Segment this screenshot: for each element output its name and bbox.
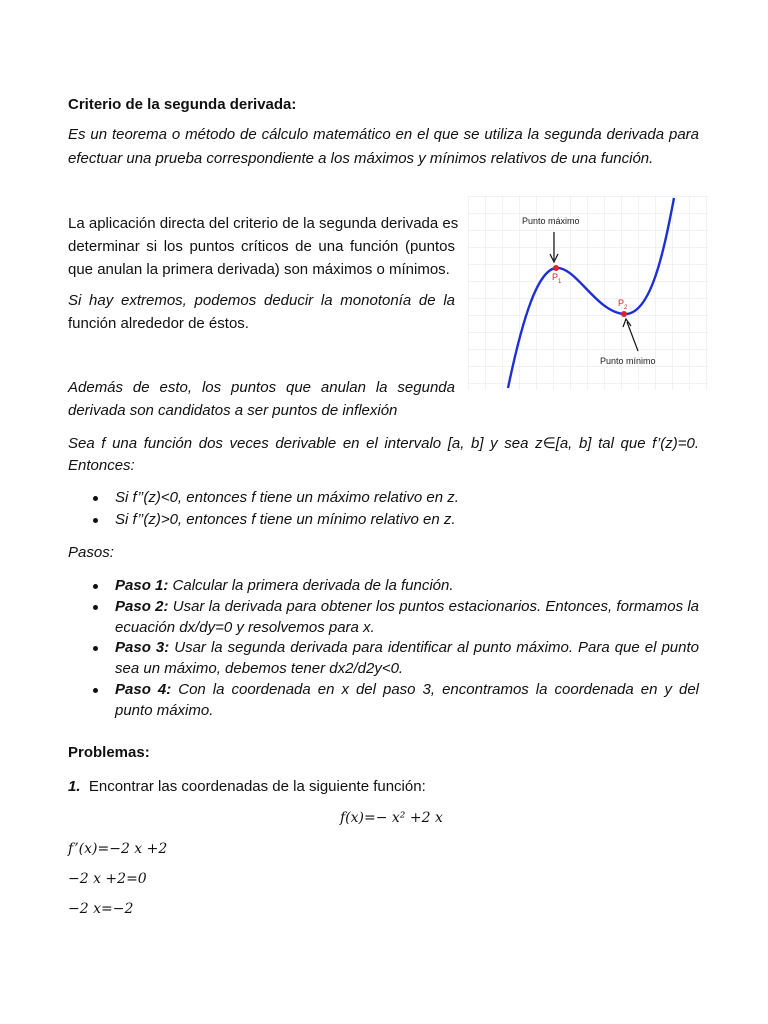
intro-line-2: efectuar una prueba correspondiente a los máximos y mínimos relativos de una función. bbox=[68, 150, 654, 167]
equation-derivative: f’(x)=−2 x +2 bbox=[68, 841, 168, 857]
bullet-dot bbox=[93, 688, 98, 693]
para2-line-2: función alrededor de éstos. bbox=[68, 315, 249, 332]
para3-line-2: derivada son candidatos a ser puntos de inflexión bbox=[68, 402, 398, 419]
bullet-dot bbox=[93, 584, 98, 589]
step-1: Paso 1: Calcular la primera derivada de la función. bbox=[115, 577, 454, 594]
cubic-graph-figure bbox=[468, 196, 708, 390]
label-punto-minimo: Punto mínimo bbox=[600, 356, 656, 366]
bullet-dot bbox=[93, 496, 98, 501]
para1-line-2: determinar si los puntos críticos de una función (puntos bbox=[68, 238, 455, 255]
para1-line-3: que anulan la primera derivada) son máximos o mínimos. bbox=[68, 261, 450, 278]
p2-label: $P_2$ bbox=[618, 298, 628, 311]
bullet-item-1: Si f’’(z)<0, entonces f tiene un máximo relativo en z. bbox=[115, 489, 459, 506]
graph-grid bbox=[468, 196, 708, 390]
para2-line-1: Si hay extremos, podemos deducir la monotonía de la bbox=[68, 292, 455, 309]
label-punto-maximo: Punto máximo bbox=[522, 216, 580, 226]
bullet-dot bbox=[93, 605, 98, 610]
bullet-item-2: Si f’’(z)>0, entonces f tiene un mínimo relativo en z. bbox=[115, 511, 456, 528]
step-2: Paso 2: Usar la derivada para obtener los puntos estacionarios. Entonces, formamos la bbox=[115, 598, 700, 615]
steps-title: Pasos: bbox=[68, 544, 114, 561]
theorem-line-1: Sea f una función dos veces derivable en el intervalo [a, b] y sea z∈[a, b] tal que f’(z)=0. bbox=[68, 435, 699, 452]
step-4-cont: punto máximo. bbox=[115, 702, 214, 719]
section-title: Criterio de la segunda derivada: bbox=[68, 96, 297, 113]
problem-1-statement: 1. Encontrar las coordenadas de la siguiente función: bbox=[68, 778, 426, 795]
step-3-cont: sea un máximo, debemos tener dx2/d2y<0. bbox=[115, 660, 404, 677]
para3-line-1: Además de esto, los puntos que anulan la segunda bbox=[68, 379, 455, 396]
equation-main: f(x)=− x² +2 x bbox=[340, 810, 443, 826]
bullet-dot bbox=[93, 646, 98, 651]
bullet-dot bbox=[93, 518, 98, 523]
p1-label: $P_1$ bbox=[552, 272, 562, 285]
para1-line-1: La aplicación directa del criterio de la segunda derivada es bbox=[68, 215, 459, 232]
equation-set-zero: −2 x +2=0 bbox=[68, 871, 147, 887]
step-2-cont: ecuación dx/dy=0 y resolvemos para x. bbox=[115, 619, 375, 636]
point-p2 bbox=[621, 311, 627, 317]
step-3: Paso 3: Usar la segunda derivada para identificar al punto máximo. Para que el punto bbox=[115, 639, 699, 656]
theorem-line-2: Entonces: bbox=[68, 457, 135, 474]
intro-line-1: Es un teorema o método de cálculo matemático en el que se utiliza la segunda derivada para bbox=[68, 126, 699, 143]
problems-title: Problemas: bbox=[68, 744, 150, 761]
step-4: Paso 4: Con la coordenada en x del paso 3, encontramos la coordenada en y del bbox=[115, 681, 700, 698]
equation-solve: −2 x=−2 bbox=[68, 901, 134, 917]
point-p1 bbox=[553, 265, 559, 271]
